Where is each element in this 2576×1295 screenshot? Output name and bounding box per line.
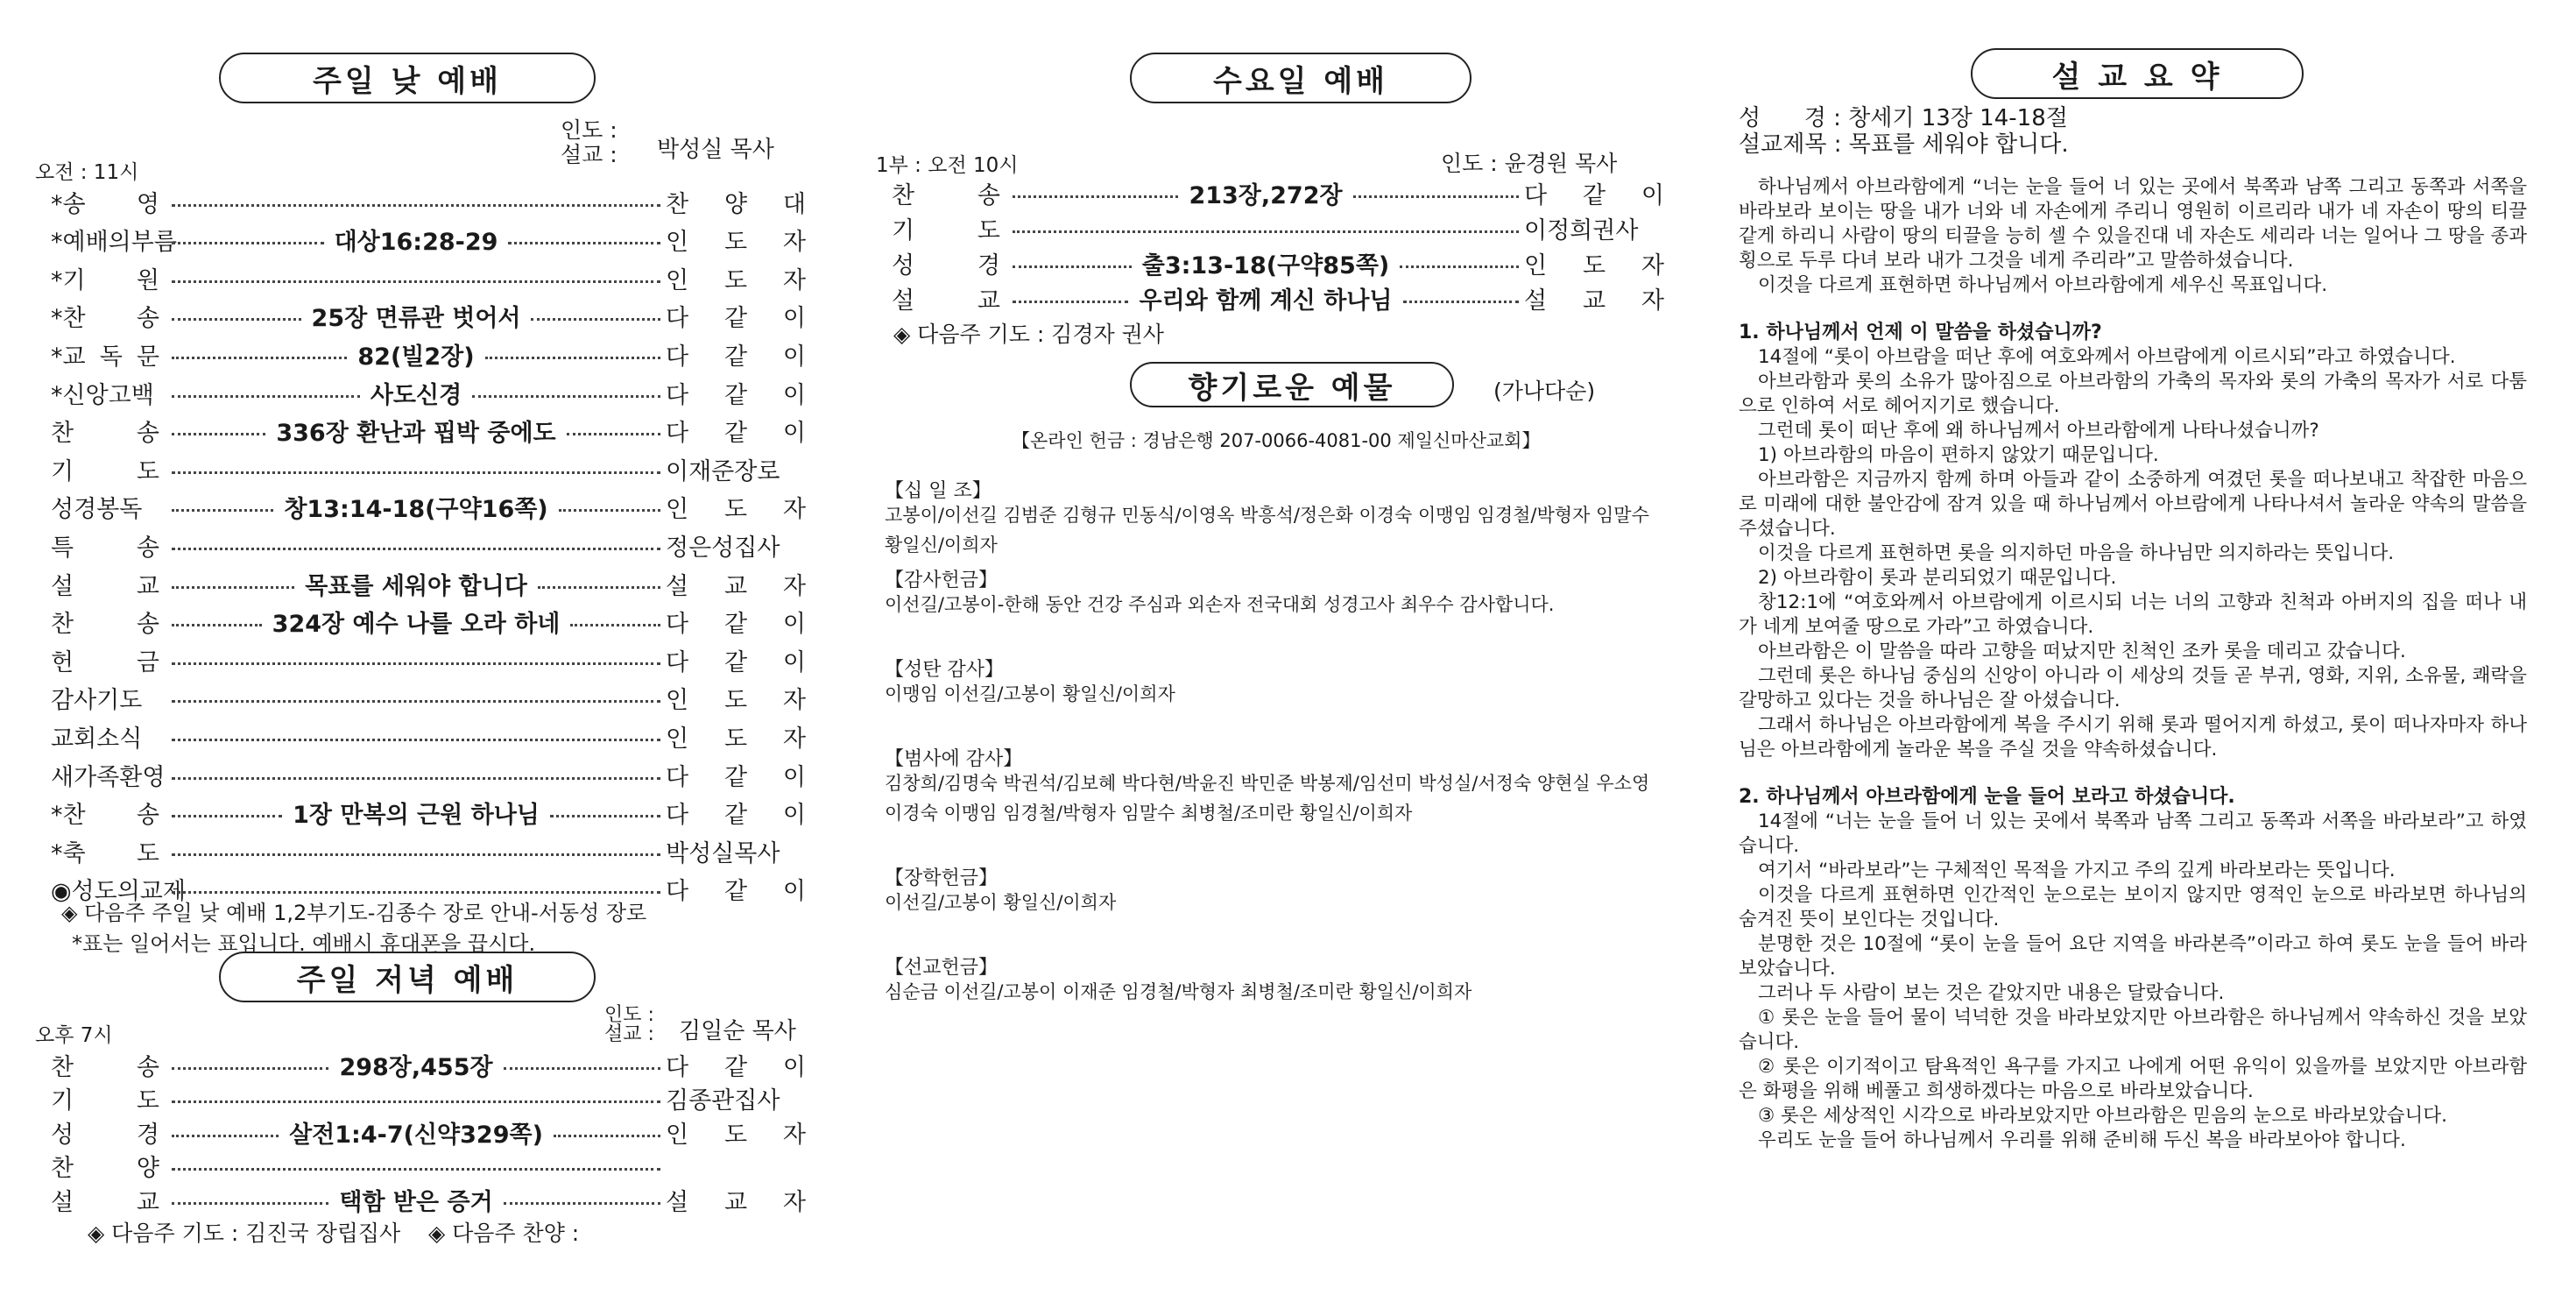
offering-group-heading: 【선교헌금】 <box>885 957 999 979</box>
order-row <box>35 605 806 640</box>
order-row <box>35 451 806 486</box>
order-item-name: 성경봉독 <box>51 496 143 524</box>
order-item-leader: 인 도 자 <box>666 1121 807 1149</box>
order-item-content: 82(빌2장) <box>357 343 475 371</box>
order-item-content: 살전1:4-7(신약329쪽) <box>289 1121 543 1149</box>
order-item-name: 설 교 <box>892 287 1000 315</box>
sermon-paragraph: 그러나 두 사람이 보는 것은 같았지만 내용은 달랐습니다. <box>1758 982 2225 1004</box>
order-item-content: 우리와 함께 계신 하나님 <box>1139 287 1393 315</box>
order-item-leader: 인 도 자 <box>666 725 806 753</box>
order-item-leader: 이재준장로 <box>666 457 780 485</box>
order-item-leader: 인 도 자 <box>666 266 806 294</box>
order-row <box>35 527 806 563</box>
order-row <box>35 642 806 677</box>
order-item-content: 25장 면류관 벗어서 <box>311 305 521 333</box>
next-week-note: ◈ 다음주 주일 낮 예배 1,2부기도-김종수 장로 안내-서동성 장로 <box>61 901 647 925</box>
offering-title: 향기로운 예물 <box>1130 362 1454 407</box>
order-item-leader: 다 같 이 <box>666 802 807 830</box>
order-item-content: 택함 받은 증거 <box>339 1188 493 1216</box>
section-1-body <box>1739 345 2527 762</box>
order-item-name: *기 원 <box>51 266 159 294</box>
order-item-name: 설 교 <box>51 1188 159 1216</box>
offering-group-heading: 【감사헌금】 <box>885 570 999 591</box>
sermon-paragraph: 여기서 “바라보라”는 구체적인 목적을 가지고 주의 깊게 바라보라는 뜻입니다. <box>1758 860 2396 881</box>
section-2-heading: 2. 하나님께서 아브라함에게 눈을 들어 보라고 하셨습니다. <box>1739 786 2235 808</box>
order-item-name: 새가족환영 <box>51 763 166 791</box>
order-row <box>876 245 1664 280</box>
offering-group-names: 이맹임 이선길/고봉이 황일신/이희자 <box>885 683 1175 704</box>
sermon-paragraph: 창12:1에 “여호와께서 아브람에게 이르시되 너는 너의 고향과 친척과 아버지의 집을 떠나 내가 네게 보여줄 땅으로 가라”고 하였습니다. <box>1739 591 2527 638</box>
sermon-title: 설교제목 : 목표를 세워야 합니다. <box>1739 131 2069 158</box>
order-item-name: 찬 송 <box>51 1053 159 1081</box>
order-row <box>35 1081 806 1116</box>
sermon-column <box>1739 0 2527 1295</box>
order-row <box>35 223 806 258</box>
order-item-name: *교 독 문 <box>51 343 159 371</box>
order-item-content: 출3:13-18(구약85쪽) <box>1141 251 1390 280</box>
sermon-paragraph: 아브라함은 지금까지 함께 하며 아들과 같이 소중하게 여겼던 롯을 떠나보내고 착잡한 마음으로 미래에 대한 불안감에 잠겨 있을 때 하나님께서 아브람에게 나타나셔서 놀라운 약속의 말씀을 주셨습니다. <box>1739 469 2527 540</box>
order-row <box>35 1115 806 1150</box>
sermon-summary-title: 설 교 요 약 <box>1971 48 2304 99</box>
order-item-leader: 다 같 이 <box>666 763 806 791</box>
order-item-name: 특 송 <box>51 534 159 562</box>
order-item-content: 대상16:28-29 <box>334 229 498 257</box>
order-item-leader: 다 같 이 <box>666 878 806 906</box>
order-item-name: *송 영 <box>51 190 159 218</box>
offering-group-names: 이선길/고봉이-한해 동안 건강 주심과 외손자 전국대회 성경고사 최우수 감사합니다. <box>885 594 1555 615</box>
order-item-content: 사도신경 <box>370 381 462 409</box>
offering-group-heading: 【성탄 감사】 <box>885 659 1005 681</box>
order-item-content: 324장 예수 나를 오라 하네 <box>272 611 561 639</box>
order-row <box>876 210 1664 245</box>
order-item-leader: 인 도 자 <box>1524 251 1664 280</box>
leader-name: 박성실 목사 <box>657 137 774 163</box>
order-row <box>876 280 1664 315</box>
wednesday-column <box>876 0 1664 1295</box>
order-item-name: *예배의부름 <box>51 229 177 257</box>
order-item-name: 기 도 <box>892 216 1000 244</box>
sermon-paragraph: ① 롯은 눈을 들어 물이 넉넉한 것을 바라보았지만 아브라함은 하나님께서 약속하신 것을 보았습니다. <box>1739 1007 2527 1053</box>
order-row <box>35 260 806 295</box>
order-row <box>35 299 806 334</box>
sermon-paragraph: 우리도 눈을 들어 하나님께서 우리를 위해 준비해 두신 복을 바라보아야 합니다. <box>1758 1129 2406 1151</box>
sermon-paragraph: 아브라함과 롯의 소유가 많아짐으로 아브라함의 가축의 목자와 롯의 가축의 목자가 서로 다툼으로 인하여 서로 헤어지기로 했습니다. <box>1739 371 2527 417</box>
sermon-paragraph: 14절에 “너는 눈을 들어 너 있는 곳에서 북쪽과 남쪽 그리고 동쪽과 서쪽을 바라보라”고 하였습니다. <box>1739 810 2527 857</box>
wednesday-time: 1부 : 오전 10시 <box>876 154 1019 177</box>
order-row <box>35 833 806 868</box>
sermon-paragraph: 그런데 롯이 떠난 후에 왜 하나님께서 아브라함에게 나타나셨습니까? <box>1758 420 2319 442</box>
offering-group-heading: 【범사에 감사】 <box>885 748 1023 770</box>
order-item-content: 목표를 세워야 합니다 <box>305 572 527 600</box>
evening-leader-labels <box>604 1006 654 1044</box>
offering-group-names: 고봉이/이선길 김범준 김형규 민동식/이영옥 박흥석/정은화 이경숙 이맹임 임경철/박형자 임말수 황일신/이희자 <box>885 505 1649 556</box>
order-item-leader: 인 도 자 <box>666 229 807 257</box>
evening-leader-label: 인도 : <box>604 1004 654 1026</box>
offering-group-names: 심순금 이선길/고봉이 이재준 임경철/박형자 최병철/조미란 황일신/이희자 <box>885 981 1472 1002</box>
sunday-worship-column <box>35 0 806 1295</box>
order-row <box>35 375 806 410</box>
order-item-leader: 다 같 이 <box>666 648 806 676</box>
sermon-paragraph: ③ 롯은 세상적인 시각으로 바라보았지만 아브라함은 믿음의 눈으로 바라보았습니다. <box>1758 1105 2447 1127</box>
order-row <box>35 1149 806 1184</box>
evening-leader-name: 김일순 목사 <box>679 1018 796 1044</box>
order-item-leader: 설 교 자 <box>1524 287 1664 315</box>
sunday-evening-title: 주일 저녁 예배 <box>219 952 596 1002</box>
order-item-name: 성 경 <box>51 1121 159 1149</box>
wednesday-title: 수요일 예배 <box>1130 53 1471 103</box>
order-item-leader: 다 같 이 <box>666 381 807 409</box>
order-item-name: 기 도 <box>51 457 159 485</box>
order-item-name: *신앙고백 <box>51 381 154 409</box>
sermon-paragraph: 하나님께서 아브라함에게 “너는 눈을 들어 너 있는 곳에서 북쪽과 남쪽 그리고 동쪽과 서쪽을 바라보라 보이는 땅을 내가 너와 네 자손에게 주리니 영원히 이르리라 내가 네 자손이 땅의 티끌 같게 하리니 사람이 땅의 티끌을 능히 셀 수 있을진대 네 자손도 세리라 너는 일어나 그 땅을 종과 횡으로 두루 다녀 보라 내가 그것을 네게 주리라”고 말씀하셨습니다. <box>1739 176 2527 272</box>
order-item-name: 찬 송 <box>51 611 159 639</box>
evening-time: 오후 7시 <box>35 1024 113 1047</box>
order-item-leader: 이정희권사 <box>1524 216 1639 244</box>
sermon-paragraph: 이것을 다르게 표현하면 하나님께서 아브라함에게 세우신 목표입니다. <box>1758 274 2328 296</box>
order-item-content: 창13:14-18(구약16쪽) <box>284 496 548 524</box>
order-item-name: 찬 양 <box>51 1155 159 1182</box>
order-item-name: 기 도 <box>51 1087 159 1115</box>
order-item-leader: 설 교 자 <box>666 572 807 600</box>
offering-group-heading: 【십 일 조】 <box>885 480 992 502</box>
sermon-paragraph: 2) 아브라함이 롯과 분리되었기 때문입니다. <box>1758 567 2117 589</box>
order-item-name: 찬 송 <box>892 181 1000 209</box>
order-row <box>35 681 806 716</box>
order-item-leader: 다 같 이 <box>666 343 806 371</box>
offering-group-names: 이선길/고봉이 황일신/이희자 <box>885 892 1117 913</box>
order-item-name: *찬 송 <box>51 802 159 830</box>
online-account: 【온라인 헌금 : 경남은행 207-0066-4081-00 제일신마산교회】 <box>1012 430 1541 451</box>
sermon-intro <box>1739 175 2527 298</box>
order-item-name: 헌 금 <box>51 648 159 676</box>
order-item-content: 336장 환난과 핍박 중에도 <box>276 420 556 448</box>
order-row <box>35 757 806 792</box>
sunday-day-title: 주일 낮 예배 <box>219 53 596 103</box>
sermon-paragraph: 이것을 다르게 표현하면 인간적인 눈으로는 보이지 않지만 영적인 눈으로 바라보면 하나님의 숨겨진 뜻이 보인다는 것입니다. <box>1739 884 2527 931</box>
sermon-paragraph: 이것을 다르게 표현하면 롯을 의지하던 마음을 하나님만 의지하라는 뜻입니다. <box>1758 542 2395 564</box>
order-row <box>35 796 806 831</box>
sermon-paragraph: 1) 아브라함의 마음이 편하지 않았기 때문입니다. <box>1758 444 2159 466</box>
order-item-content: 213장,272장 <box>1189 181 1343 209</box>
order-item-leader: 박성실목사 <box>666 839 780 867</box>
order-row <box>35 1182 806 1217</box>
order-item-name: 성 경 <box>892 251 1000 280</box>
order-item-name: 감사기도 <box>51 687 143 715</box>
order-item-name: *찬 송 <box>51 305 159 333</box>
order-item-leader: 찬 양 대 <box>666 190 806 218</box>
order-item-leader: 다 같 이 <box>666 305 807 333</box>
order-item-leader: 정은성집사 <box>666 534 780 562</box>
order-item-name: *축 도 <box>51 839 159 867</box>
offering-group-names: 김창희/김명숙 박권석/김보혜 박다현/박윤진 박민준 박봉제/임선미 박성실/서정숙 양현실 우소영 이경숙 이맹임 임경철/박형자 임말수 최병철/조미란 황일신/이희자 <box>885 773 1650 824</box>
order-item-content: 298장,455장 <box>339 1053 493 1081</box>
wednesday-next-note: ◈ 다음주 기도 : 김경자 권사 <box>893 322 1164 347</box>
order-item-leader: 다 같 이 <box>666 1053 807 1081</box>
order-item-leader: 다 같 이 <box>666 611 807 639</box>
sermon-paragraph: 분명한 것은 10절에 “롯이 눈을 들어 요단 지역을 바라본즉”이라고 하여 롯도 눈을 들어 바라보았습니다. <box>1739 933 2527 980</box>
wednesday-leader: 인도 : 윤경원 목사 <box>1441 151 1618 176</box>
order-item-name: 찬 송 <box>51 420 159 448</box>
order-item-leader: 인 도 자 <box>666 687 806 715</box>
standing-note: *표는 일어서는 표입니다. 예배시 휴대폰을 끕시다. <box>72 931 536 956</box>
leader-labels <box>561 118 618 167</box>
order-item-leader: 김종관집사 <box>666 1087 780 1115</box>
order-row <box>876 175 1664 210</box>
sermon-body <box>1739 175 2527 1153</box>
evening-next-note: ◈ 다음주 기도 : 김진국 장립집사 ◈ 다음주 찬양 : <box>88 1221 580 1246</box>
order-item-leader: 다 같 이 <box>1524 181 1665 209</box>
evening-preacher-label: 설교 : <box>604 1023 654 1045</box>
order-item-name: 교회소식 <box>51 725 143 753</box>
leader-label: 인도 : <box>561 117 618 143</box>
sermon-paragraph: 그런데 롯은 하나님 중심의 신앙이 아니라 이 세상의 것들 곧 부귀, 영화, 지위, 소유물, 쾌락을 갈망하고 있다는 것을 하나님은 잘 아셨습니다. <box>1739 665 2527 711</box>
order-item-leader: 설 교 자 <box>666 1188 807 1216</box>
order-item-content: 1장 만복의 근원 하나님 <box>293 802 540 830</box>
section-2-body <box>1739 810 2527 1153</box>
order-row <box>35 336 806 372</box>
order-row <box>35 1047 806 1082</box>
order-row <box>35 566 806 601</box>
service-time: 오전 : 11시 <box>35 161 139 184</box>
order-row <box>35 414 806 449</box>
order-item-leader: 인 도 자 <box>666 496 806 524</box>
sermon-scripture: 성 경 : 창세기 13장 14-18절 <box>1739 105 2068 131</box>
order-row <box>35 718 806 754</box>
offering-subtitle: (가나다순) <box>1493 379 1596 404</box>
sermon-paragraph: ② 롯은 이기적이고 탐욕적인 욕구를 가지고 나에게 어떤 유익이 있을까를 보았지만 아브라함은 화평을 위해 베풀고 희생하겠다는 마음으로 바라보았습니다. <box>1739 1056 2527 1102</box>
sermon-paragraph: 아브라함은 이 말씀을 따라 고향을 떠났지만 친척인 조카 롯을 데리고 갔습니다. <box>1758 640 2406 662</box>
order-row <box>35 490 806 525</box>
order-item-name: 설 교 <box>51 572 159 600</box>
sermon-paragraph: 그래서 하나님은 아브라함에게 복을 주시기 위해 롯과 떨어지게 하셨고, 롯이 떠나자마자 하나님은 아브라함에게 놀라운 복을 주실 것을 약속하셨습니다. <box>1739 714 2527 761</box>
offering-group-heading: 【장학헌금】 <box>885 867 999 889</box>
preacher-label: 설교 : <box>561 142 618 167</box>
sermon-paragraph: 14절에 “롯이 아브람을 떠난 후에 여호와께서 아브람에게 이르시되”라고 하였습니다. <box>1758 346 2456 368</box>
order-item-name: ◉성도의교제 <box>51 878 186 906</box>
order-item-leader: 다 같 이 <box>666 420 806 448</box>
section-1-heading: 1. 하나님께서 언제 이 말씀을 하셨습니까? <box>1739 322 2102 343</box>
order-row <box>35 184 806 219</box>
